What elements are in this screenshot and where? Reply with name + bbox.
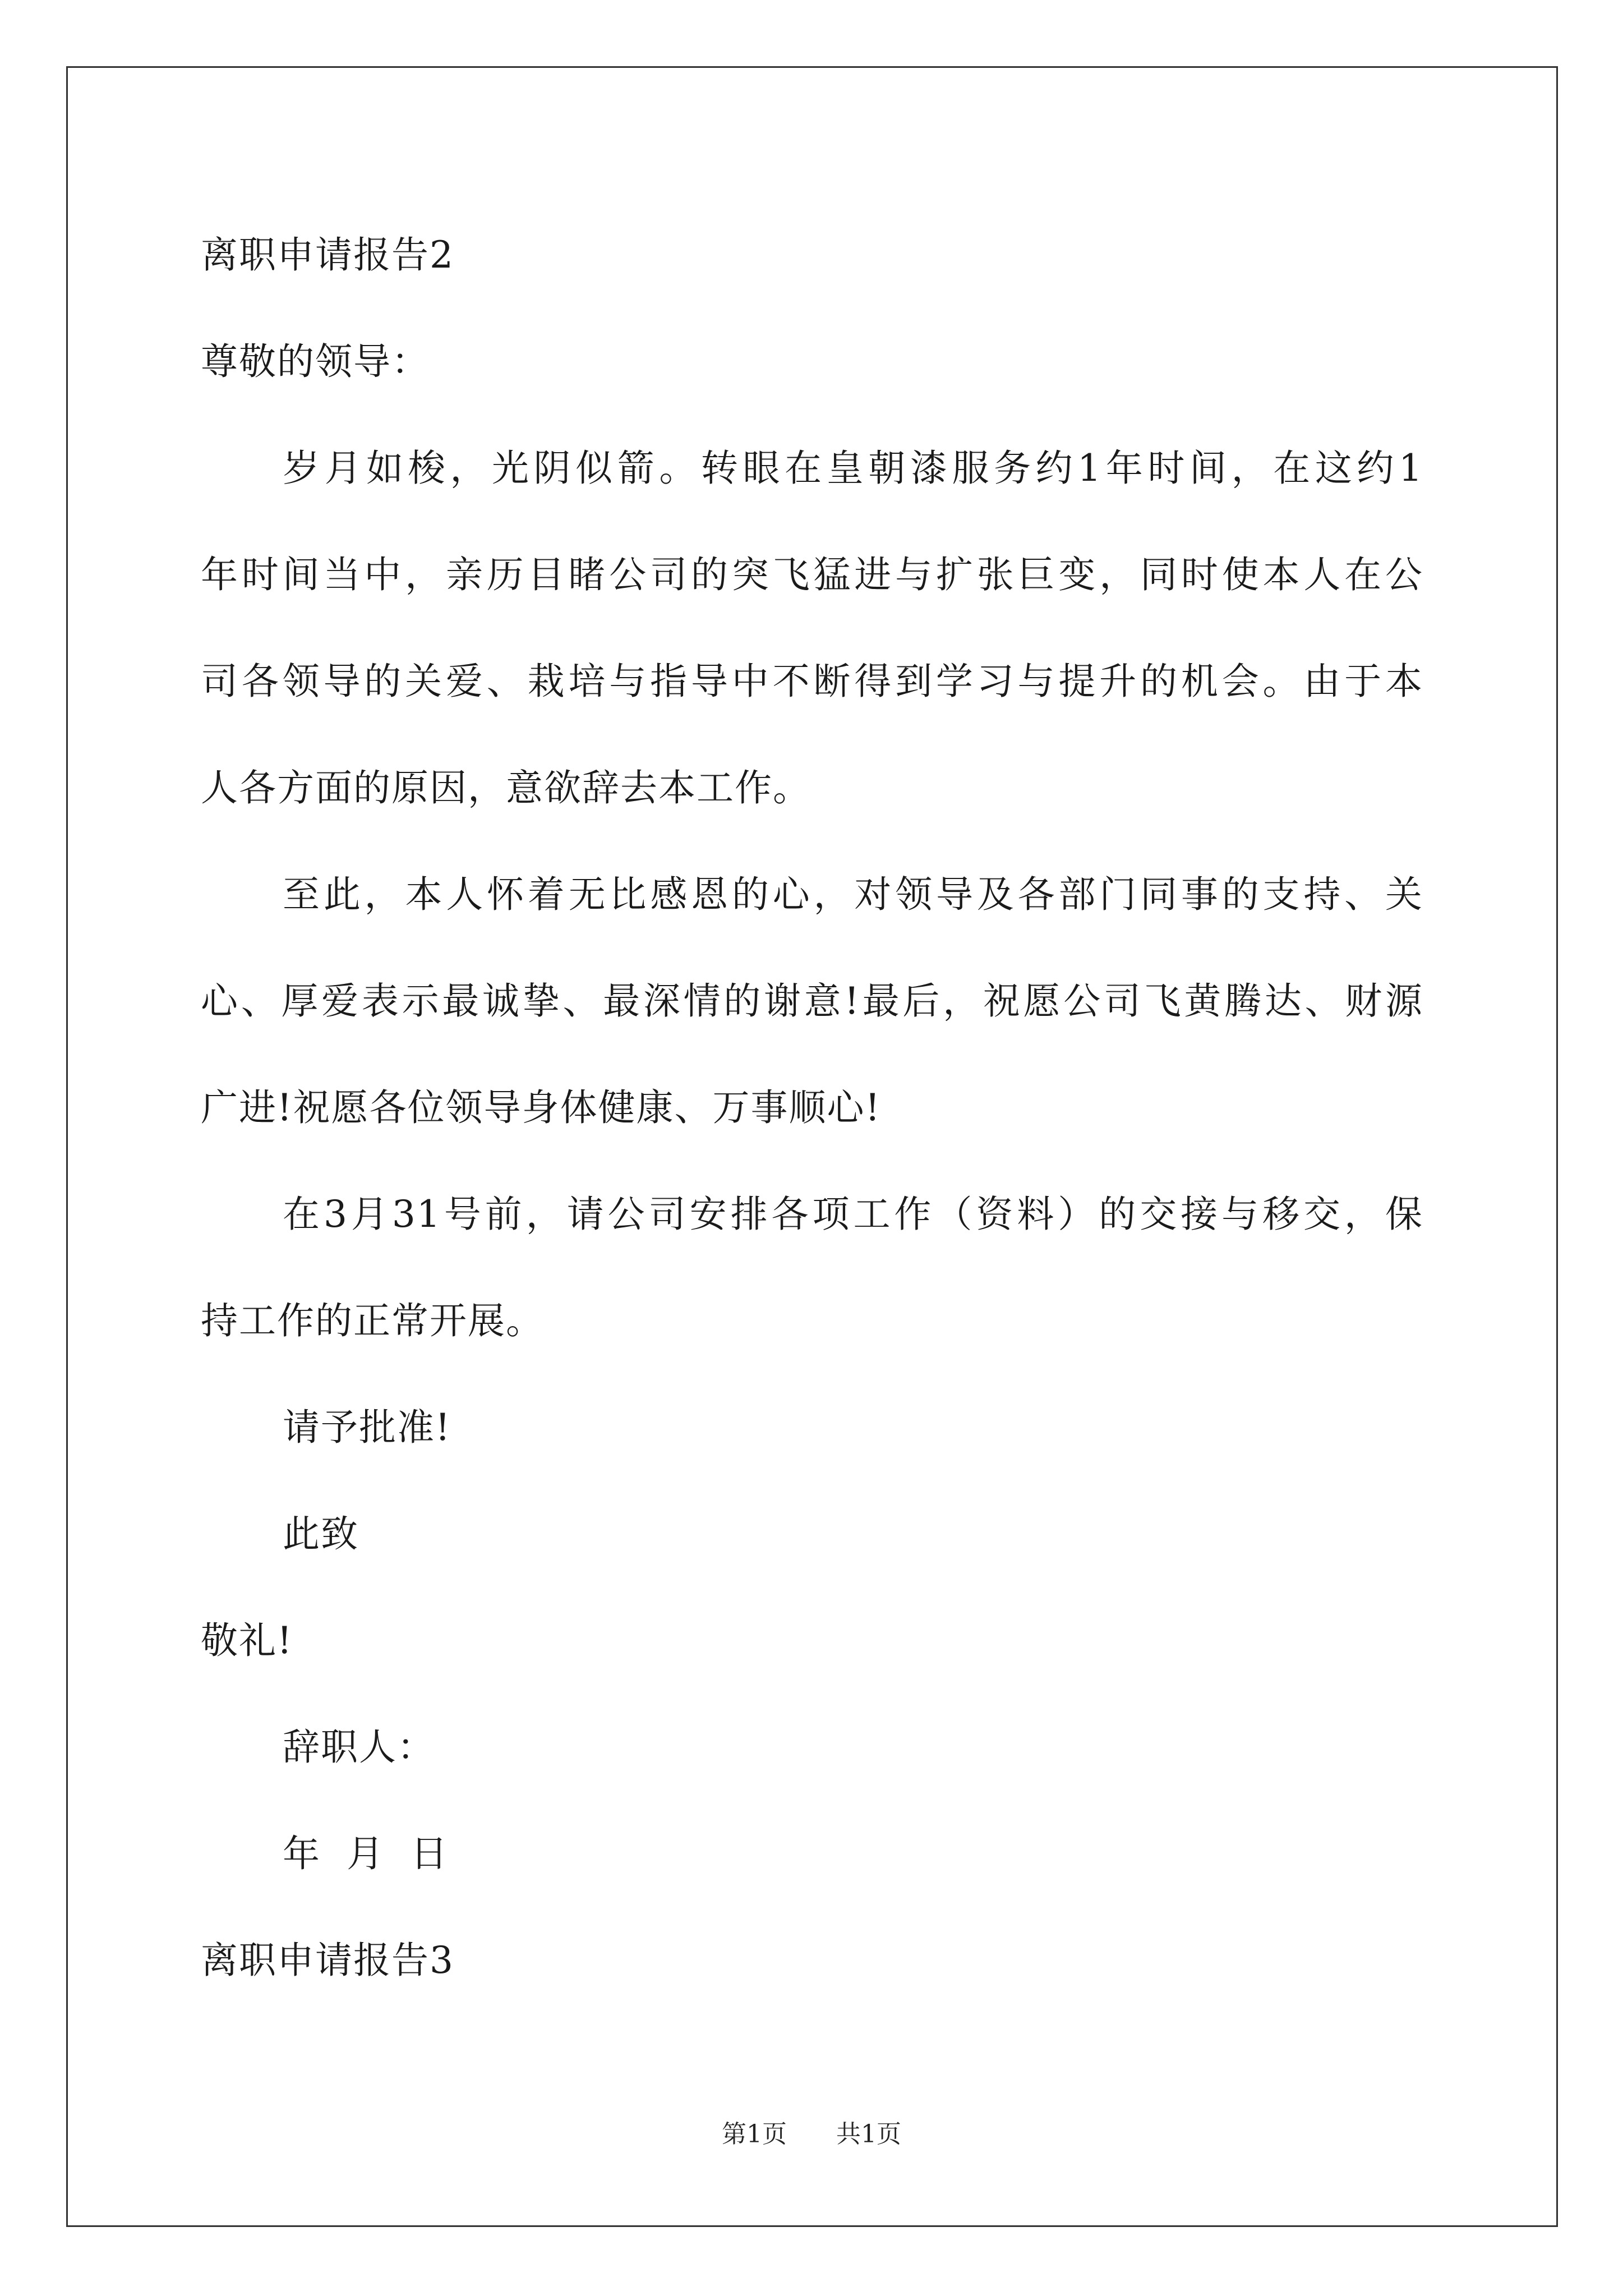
paragraph-line: 广进!祝愿各位领导身体健康、万事顺心!: [201, 1086, 882, 1129]
paragraph-line: 持工作的正常开展。: [201, 1299, 544, 1342]
closing-line: 此致: [283, 1512, 359, 1556]
page-total: 共1页: [836, 2120, 901, 2148]
closing-salute: 敬礼!: [201, 1619, 293, 1662]
date-line: 年 月 日: [283, 1832, 449, 1875]
paragraph-line: 岁月如梭，光阴似箭。转眼在皇朝漆服务约1年时间，在这约1: [283, 447, 1423, 490]
paragraph-line: 司各领导的关爱、栽培与指导中不断得到学习与提升的机会。由于本: [201, 660, 1423, 703]
paragraph-line: 心、厚爱表示最诚挚、最深情的谢意!最后，祝愿公司飞黄腾达、财源: [201, 979, 1423, 1023]
document-body: [201, 202, 1423, 2014]
salutation: 尊敬的领导：: [201, 340, 430, 383]
section-title: 离职申请报告2: [201, 233, 454, 277]
request-line: 请予批准!: [283, 1406, 451, 1449]
page-number: 第1页: [722, 2120, 787, 2148]
signature-label: 辞职人：: [283, 1726, 435, 1769]
page-footer: [0, 2114, 1623, 2150]
paragraph-line: 人各方面的原因，意欲辞去本工作。: [201, 766, 811, 809]
section-title: 离职申请报告3: [201, 1939, 454, 1982]
paragraph-line: 年时间当中，亲历目睹公司的突飞猛进与扩张巨变，同时使本人在公: [201, 553, 1423, 596]
paragraph-line: 至此，本人怀着无比感恩的心，对领导及各部门同事的支持、关: [283, 873, 1423, 916]
paragraph-line: 在3月31号前，请公司安排各项工作（资料）的交接与移交，保: [283, 1193, 1423, 1236]
